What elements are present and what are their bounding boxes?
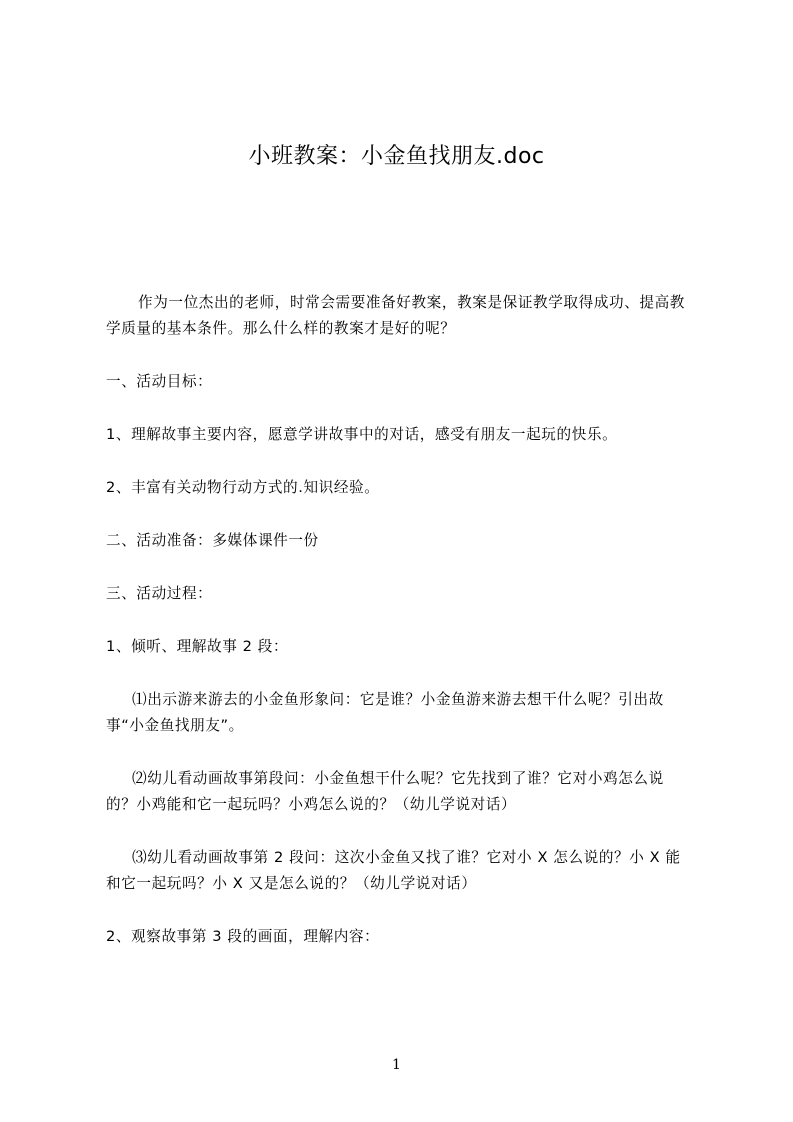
paragraph-spacer: [106, 448, 692, 475]
section-heading-preparation: 二、活动准备：多媒体课件一份: [106, 532, 319, 549]
paragraph-spacer: [106, 395, 692, 422]
goal-item-2: 2、丰富有关动物行动方式的.知识经验。: [106, 479, 380, 496]
document-body: [106, 290, 692, 950]
paragraph-spacer: [106, 607, 692, 634]
process-substep-2: ⑵幼儿看动画故事第段问：小金鱼想干什么呢？它先找到了谁？它对小鸡怎么说的？小鸡能和它一起玩吗？小鸡怎么说的？（幼儿学说对话）: [106, 770, 664, 813]
goal-item-1: 1、理解故事主要内容，愿意学讲故事中的对话，感受有朋友一起玩的快乐。: [106, 426, 618, 443]
page-number: 1: [392, 1057, 401, 1073]
paragraph-spacer: [106, 342, 692, 369]
paragraph-spacer: [106, 897, 692, 924]
paragraph-spacer: [106, 501, 692, 528]
paragraph-spacer: [106, 660, 692, 687]
paragraph-spacer: [106, 554, 692, 581]
process-step-1: 1、倾听、理解故事 2 段：: [106, 638, 289, 655]
section-heading-process: 三、活动过程：: [106, 585, 213, 602]
section-heading-goals: 一、活动目标：: [106, 373, 213, 390]
paragraph-spacer: [106, 818, 692, 845]
process-step-2: 2、观察故事第 3 段的画面，理解内容：: [106, 928, 380, 945]
process-substep-1: ⑴出示游来游去的小金鱼形象问：它是谁？小金鱼游来游去想干什么呢？引出故事“小金鱼找朋友”。: [106, 691, 664, 734]
intro-paragraph: 作为一位杰出的老师，时常会需要准备好教案，教案是保证教学取得成功、提高教学质量的基本条件。那么什么样的教案才是好的呢？: [106, 294, 685, 337]
document-title: 小班教案：小金鱼找朋友.doc: [248, 144, 545, 169]
paragraph-spacer: [106, 739, 692, 766]
process-substep-3: ⑶幼儿看动画故事第 2 段问：这次小金鱼又找了谁？它对小 X 怎么说的？小 X 能和它一起玩吗？小 X 又是怎么说的？（幼儿学说对话）: [106, 849, 681, 892]
